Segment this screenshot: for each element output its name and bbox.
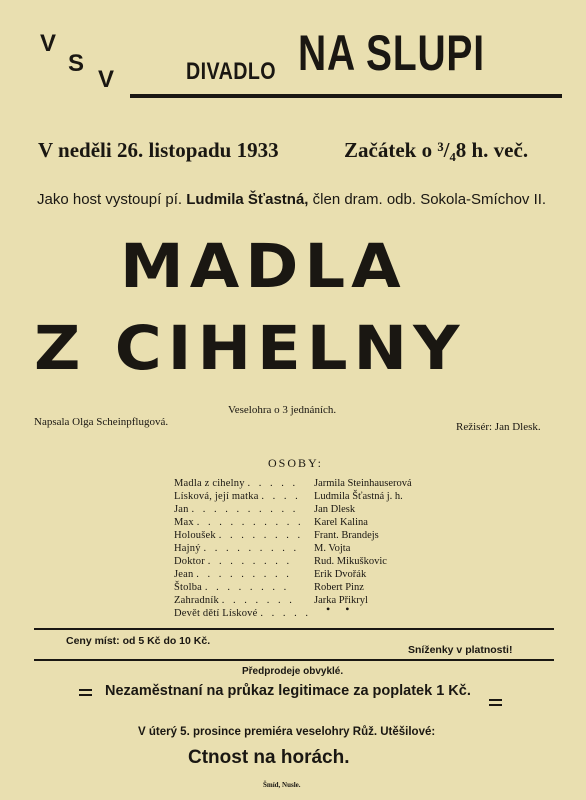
cast-actor: Jan Dlesk [314, 504, 356, 515]
unemployed-note: Nezaměstnaní na průkaz legitimace za poplatek 1 Kč. [105, 683, 471, 699]
guest-suffix: člen dram. odb. Sokola-Smíchov II. [312, 191, 547, 208]
cast-actor: Erik Dvořák [314, 569, 367, 580]
guest-name: Ludmila Šťastná, [186, 191, 309, 208]
director-credit: Režisér: Jan Dlesk. [456, 421, 541, 433]
cast-actor: Karel Kalina [314, 517, 368, 528]
cast-heading: OSOBY: [268, 456, 323, 470]
header-rule [130, 94, 562, 98]
cast-role: Jean . . . . . . . . . [174, 569, 292, 580]
cast-actor: Robert Pinz [314, 582, 364, 593]
vsv-letter-v1: V [40, 30, 57, 57]
price-info: Ceny míst: od 5 Kč do 10 Kč. [66, 635, 211, 647]
cast-role: Lísková, její matka . . . . [174, 491, 301, 502]
theatre-name: NA SLUPI [298, 25, 485, 81]
play-title-line1: MADLA [120, 232, 407, 303]
cast-role: Štolba . . . . . . . . [174, 582, 290, 593]
double-dash-icon [489, 698, 502, 707]
cast-role: Holoušek . . . . . . . . [174, 530, 304, 541]
author-credit: Napsala Olga Scheinpflugová. [34, 416, 169, 428]
genre-credit: Veselohra o 3 jednáních. [228, 404, 337, 416]
next-play-title: Ctnost na horách. [188, 747, 350, 768]
cast-actor: Rud. Mikuškovic [314, 556, 387, 567]
cast-actor: Ludmila Šťastná j. h. [314, 491, 403, 502]
vsv-letter-v2: V [98, 66, 115, 93]
cast-role: Zahradník . . . . . . . [174, 595, 295, 606]
discount-info: Snížen​ky v platnosti! [408, 644, 513, 656]
cast-actor: Jarmila Steinhauserová [314, 478, 412, 489]
cast-actor: M. Vojta [314, 543, 351, 554]
guest-prefix: Jako host vystoupí pí. [37, 191, 183, 208]
start-time: Začátek o ³/₄8 h. več. [344, 138, 529, 162]
vsv-letter-s: S [68, 50, 85, 77]
guest-line [37, 191, 546, 208]
price-rule-bottom [34, 659, 554, 661]
cast-role: Hajný . . . . . . . . . [174, 543, 300, 554]
cast-actor: Jarka Přikryl [314, 595, 368, 606]
cast-role: Madla z cihelny . . . . . [174, 478, 299, 489]
cast-role: Max . . . . . . . . . . [174, 517, 304, 528]
performance-date: V neděli 26. listopadu 1933 [38, 138, 279, 162]
cast-actor: Frant. Brandejs [314, 530, 379, 541]
printer-credit: Šmíd, Nusle. [263, 781, 301, 789]
double-dash-icon [79, 688, 92, 697]
cast-role: Devět dětí Lískové . . . . . [174, 608, 311, 619]
cast-role: Jan . . . . . . . . . . [174, 504, 299, 515]
presale-note: Předprodeje obvyklé. [242, 666, 344, 677]
divadlo-label: DIVADLO [186, 58, 276, 85]
next-premiere-note: V úterý 5. prosince premiéra veselohry Růž. Utěšilové: [138, 726, 436, 738]
cast-actor: • • [326, 602, 356, 616]
play-title-line2: Z CIHELNY [34, 314, 466, 385]
cast-role: Doktor . . . . . . . . [174, 556, 293, 567]
price-rule-top [34, 628, 554, 630]
